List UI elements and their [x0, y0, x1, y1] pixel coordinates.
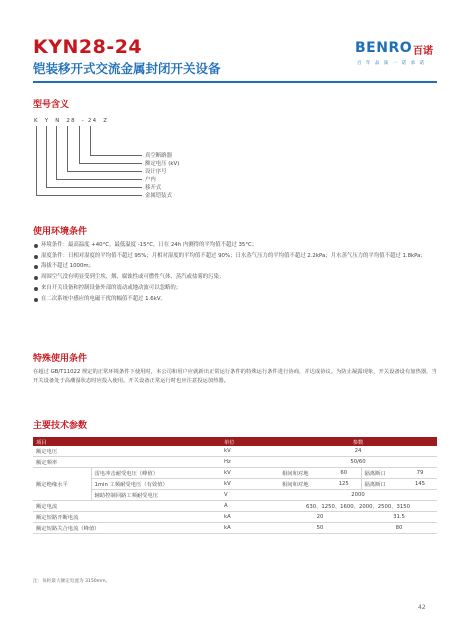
- tech-heading: 主要技术参数: [33, 421, 88, 431]
- list-item: 湿度条件：日相对湿度的平均值不超过 95%；月相对湿度的平均值不超过 90%；日水蒸气压力的平均值不超过 2.2kPa；月水蒸气压力的平均值不超过 1.8kPa；: [33, 252, 437, 261]
- code-label-metal: 金属铠装式: [145, 193, 172, 199]
- table-row: 额定绝缘水平 雷电冲击耐受电压（峰值） kV 相间和对地 60 隔离断口 79: [33, 468, 437, 479]
- table-row: 1min 工频耐受电压（有效值） kV 相间和对地 125 隔离断口 145: [33, 479, 437, 490]
- benro-logo: [355, 38, 437, 76]
- list-item: 海拔不超过 1000m；: [33, 262, 437, 271]
- col-unit: 单位: [221, 437, 279, 446]
- table-row: 额定电流 A 630、1250、1600、2000、2500、3150: [33, 501, 437, 512]
- model-code: K Y N 28 - 24 Z: [34, 118, 109, 124]
- table-row: 额定电压 kV 24: [33, 446, 437, 457]
- table-header-row: [33, 437, 437, 446]
- header-divider: [33, 81, 437, 83]
- table-note: 注：每柜最大额定电流为 3150mm。: [33, 579, 111, 584]
- logo-chinese: 百诺: [413, 46, 433, 57]
- environment-list: [33, 241, 437, 305]
- col-item: 项目: [33, 437, 221, 446]
- list-item: 周围空气没有明显受到尘埃、烟、腐蚀性或可燃性气体、蒸汽或盐雾的污染；: [33, 273, 437, 282]
- logo-word: BENRO: [355, 40, 413, 56]
- special-paragraph: 在超过 GB/T11022 规定的正常环境条件下使用时，本公司和用户应就新出正常运行条件的特殊运行条件进行协商，并达成协议。为防止凝露现象，开关设备设有加热器，当开关设备处于高潮湿状态时应投入使用。开关设备正常运行时也应注意投运加热器。: [33, 369, 437, 384]
- environment-heading: 使用环境条件: [33, 227, 88, 237]
- code-label-withdrawable: 移开式: [145, 185, 162, 191]
- code-label-z: 真空断路器: [145, 153, 172, 159]
- table-row: 额定短路开断电流 kA 20 31.5: [33, 512, 437, 523]
- page-title: KYN28-24: [33, 36, 143, 58]
- model-heading: 型号含义: [33, 100, 70, 110]
- page-subtitle: 铠装移开式交流金属封闭开关设备: [33, 61, 221, 76]
- list-item: 来自开关设备和控制设备外部的震动或地动波可以忽略的；: [33, 284, 437, 293]
- table-row: 额定短路关合电流（峰值） kA 50 80: [33, 523, 437, 534]
- spec-table: [33, 437, 437, 534]
- page-number: 42: [418, 604, 426, 611]
- code-label-indoor: 户内: [145, 177, 156, 183]
- logo-slogan: 百 年 品 质 一 诺 承 诺: [357, 61, 426, 66]
- list-item: 在二次系统中感应的电磁干扰的幅值不超过 1.6kV。: [33, 295, 437, 304]
- code-label-design: 设计序号: [145, 169, 167, 175]
- table-row: 额定频率 Hz 50/60: [33, 457, 437, 468]
- list-item: 环境条件：最高温度 +40°C，最低温度 -15°C，日在 24h 内测得的平均值不超过 35°C；: [33, 241, 437, 250]
- col-param: 参数: [279, 437, 437, 446]
- special-heading: 特殊使用条件: [33, 354, 88, 364]
- table-row: 辅助控制回路工频耐受电压 V 2000: [33, 490, 437, 501]
- code-label-voltage: 额定电压 (kV): [145, 161, 180, 167]
